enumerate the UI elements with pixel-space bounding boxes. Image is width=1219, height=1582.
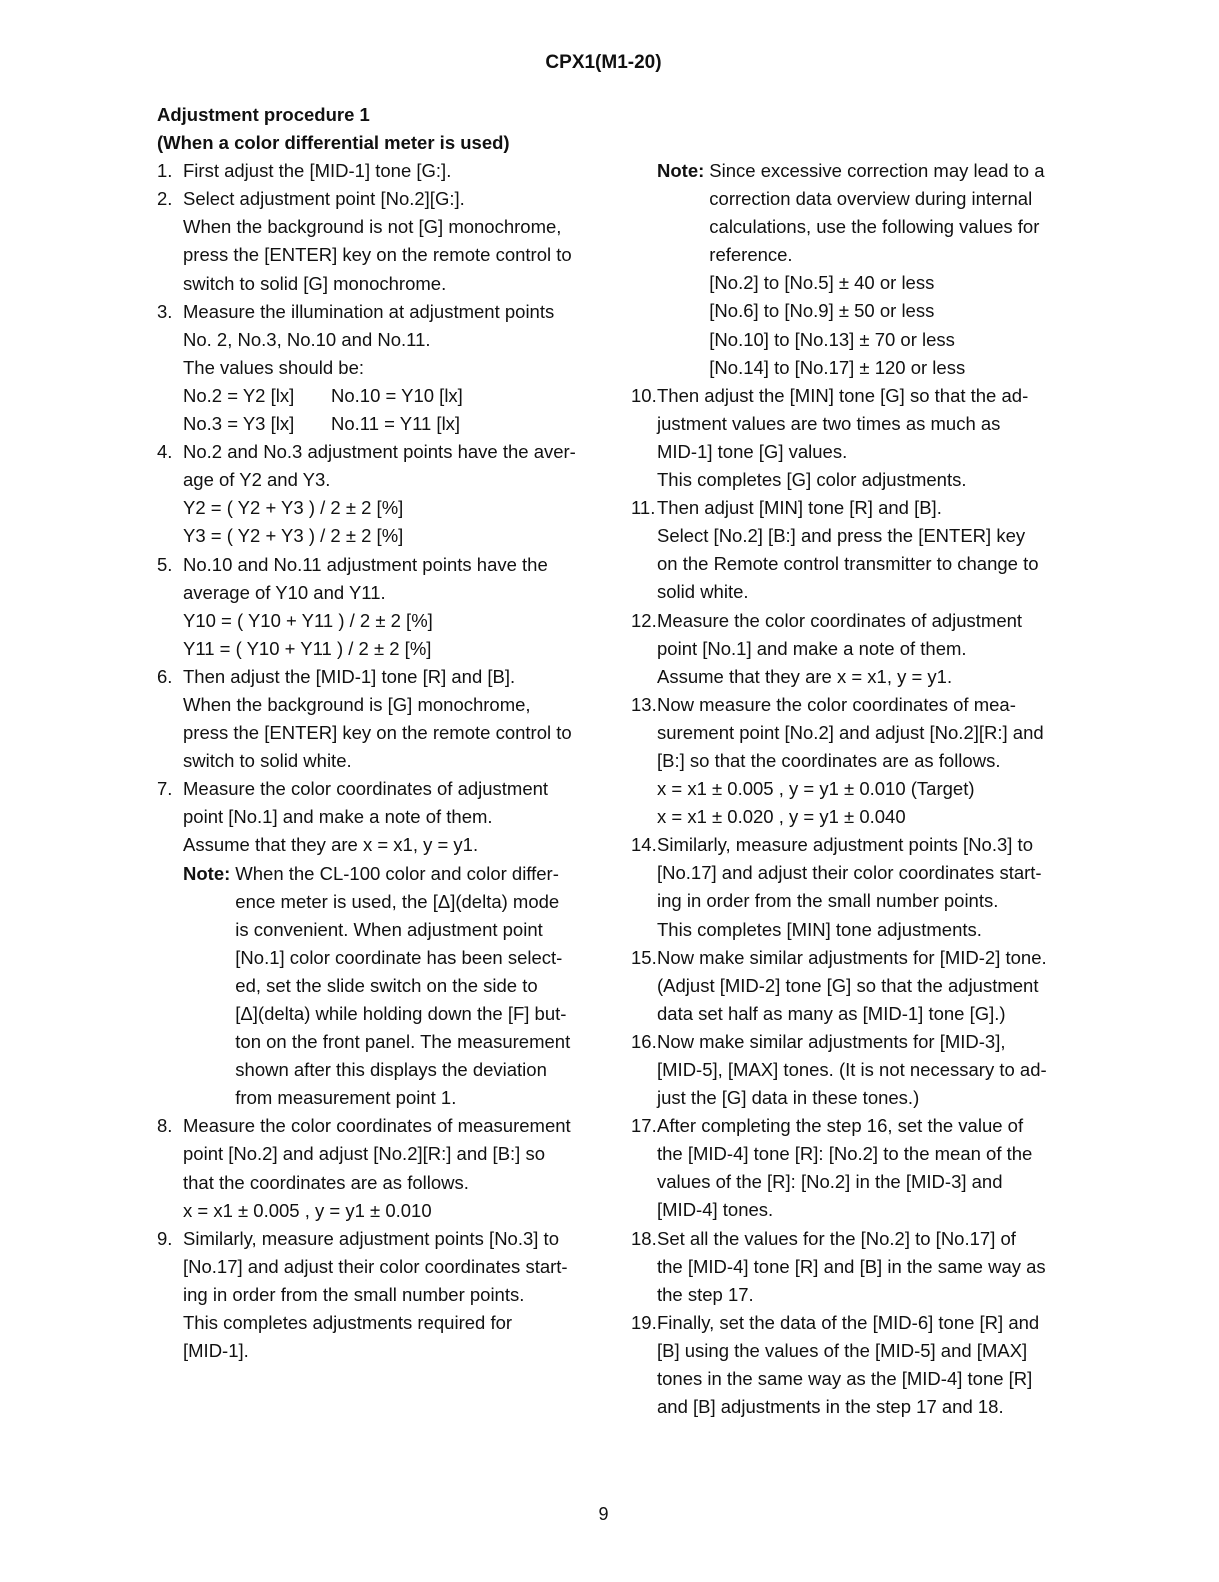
step-line: values of the [R]: [No.2] in the [MID-3] and — [657, 1171, 1003, 1193]
note-line: When the CL-100 color and color differ- — [235, 862, 559, 884]
step-9 — [157, 1225, 597, 1365]
step-line: Select adjustment point [No.2][G:]. — [183, 188, 465, 210]
note-line: shown after this displays the deviation — [235, 1059, 547, 1081]
step-line: Similarly, measure adjustment points [No.3] to — [657, 834, 1033, 856]
step-line: average of Y10 and Y11. — [183, 581, 386, 603]
step-line: and [B] adjustments in the step 17 and 18. — [657, 1396, 1004, 1418]
step-line: [MID-1]. — [183, 1340, 249, 1362]
value-pair — [183, 382, 597, 410]
right-column — [631, 157, 1061, 1421]
value-pair — [183, 410, 597, 438]
step-line: point [No.1] and make a note of them. — [183, 806, 493, 828]
step-18 — [631, 1225, 1061, 1309]
step-number: 14. — [631, 834, 657, 856]
value-right: No.11 = Y11 [lx] — [331, 413, 461, 435]
step-line: When the background is [G] monochrome, — [183, 693, 531, 715]
step-line: justment values are two times as much as — [657, 412, 1001, 434]
step-line: solid white. — [657, 581, 749, 603]
step-line: surement point [No.2] and adjust [No.2][R:] and — [657, 721, 1044, 743]
step-line: This completes adjustments required for — [183, 1312, 513, 1334]
step-number: 4. — [157, 441, 173, 463]
step-line: Select [No.2] [B:] and press the [ENTER] key — [657, 525, 1026, 547]
step-line: The values should be: — [183, 356, 365, 378]
note-line: correction data overview during internal — [709, 188, 1033, 210]
step-line: Y3 = ( Y2 + Y3 ) / 2 ± 2 [%] — [183, 525, 404, 547]
step-number: 7. — [157, 778, 173, 800]
step-line: First adjust the [MID-1] tone [G:]. — [183, 160, 452, 182]
note-line: ton on the front panel. The measurement — [235, 1031, 571, 1053]
step-number: 15. — [631, 946, 657, 968]
step-number: 2. — [157, 188, 173, 210]
step-line: Measure the color coordinates of measurement — [183, 1115, 571, 1137]
value-left: No.2 = Y2 [lx] — [183, 384, 295, 406]
step-line: Then adjust [MIN] tone [R] and [B]. — [657, 497, 942, 519]
step-number: 17. — [631, 1115, 657, 1137]
value-left: No.3 = Y3 [lx] — [183, 413, 295, 435]
note-line: [Δ](delta) while holding down the [F] but- — [235, 1003, 567, 1024]
step-19 — [631, 1309, 1061, 1421]
step-15 — [631, 944, 1061, 1028]
step-line: x = x1 ± 0.005 , y = y1 ± 0.010 (Target) — [657, 778, 975, 800]
step-line: point [No.2] and adjust [No.2][R:] and [B:] so — [183, 1143, 545, 1165]
step-4 — [157, 438, 597, 550]
step-line: [B:] so that the coordinates are as follows. — [657, 749, 1001, 771]
step-line: that the coordinates are as follows. — [183, 1171, 469, 1193]
page-title: CPX1(M1-20) — [545, 52, 662, 73]
step-line: [B] using the values of the [MID-5] and [MAX] — [657, 1339, 1028, 1361]
step-number: 12. — [631, 609, 657, 631]
reference-note — [631, 157, 1061, 382]
step-line: on the Remote control transmitter to change to — [657, 553, 1039, 575]
step-number: 8. — [157, 1115, 173, 1137]
note-line: is convenient. When adjustment point — [235, 918, 543, 940]
value-right: No.10 = Y10 [lx] — [331, 384, 463, 406]
step-line: x = x1 ± 0.020 , y = y1 ± 0.040 — [657, 806, 906, 828]
note-label: Note: — [183, 862, 231, 884]
step-line: the [MID-4] tone [R]: [No.2] to the mean of the — [657, 1143, 1033, 1165]
step-line: [MID-5], [MAX] tones. (It is not necessary to ad- — [657, 1059, 1047, 1080]
left-column — [157, 101, 597, 1365]
section-subheading: (When a color differential meter is used) — [157, 132, 510, 154]
step-14 — [631, 831, 1061, 943]
step-line: the [MID-4] tone [R] and [B] in the same way as — [657, 1255, 1046, 1277]
step-17 — [631, 1112, 1061, 1224]
step-line: No.10 and No.11 adjustment points have the — [183, 553, 548, 575]
step-line: Y11 = ( Y10 + Y11 ) / 2 ± 2 [%] — [183, 637, 432, 659]
step-number: 10. — [631, 384, 657, 406]
step-line: This completes [G] color adjustments. — [657, 469, 967, 491]
step-line: Measure the illumination at adjustment points — [183, 300, 555, 322]
step-line: Y10 = ( Y10 + Y11 ) / 2 ± 2 [%] — [183, 609, 433, 631]
step-line: switch to solid [G] monochrome. — [183, 272, 447, 294]
step-line: Assume that they are x = x1, y = y1. — [183, 834, 479, 856]
step-13 — [631, 691, 1061, 831]
step-3 — [157, 298, 597, 438]
step-6 — [157, 663, 597, 775]
step-number: 13. — [631, 693, 657, 715]
step-line: MID-1] tone [G] values. — [657, 440, 848, 462]
step-number: 18. — [631, 1227, 657, 1249]
section-heading: Adjustment procedure 1 — [157, 104, 370, 125]
step-line: press the [ENTER] key on the remote control to — [183, 722, 572, 744]
step-7 — [157, 775, 597, 1112]
step-line: [MID-4] tones. — [657, 1199, 774, 1221]
step-line: No. 2, No.3, No.10 and No.11. — [183, 328, 431, 350]
step-8 — [157, 1112, 597, 1224]
note — [657, 157, 1061, 382]
step-5 — [157, 551, 597, 663]
step-10 — [631, 382, 1061, 494]
step-line: x = x1 ± 0.005 , y = y1 ± 0.010 — [183, 1199, 432, 1221]
step-line: Then adjust the [MIN] tone [G] so that the ad- — [657, 384, 1029, 406]
step-line: just the [G] data in these tones.) — [657, 1087, 920, 1109]
step-line: Similarly, measure adjustment points [No.3] to — [183, 1227, 559, 1249]
note-line: [No.14] to [No.17] ± 120 or less — [709, 356, 966, 378]
step-line: point [No.1] and make a note of them. — [657, 637, 967, 659]
step-line: [No.17] and adjust their color coordinates start- — [657, 862, 1042, 884]
step-line: ing in order from the small number points. — [657, 890, 999, 912]
step-line: (Adjust [MID-2] tone [G] so that the adjustment — [657, 974, 1039, 996]
step-number: 3. — [157, 300, 173, 322]
step-line: tones in the same way as the [MID-4] tone [R] — [657, 1368, 1033, 1390]
step-11 — [631, 494, 1061, 606]
step-line: After completing the step 16, set the value of — [657, 1115, 1024, 1137]
step-line: No.2 and No.3 adjustment points have the aver- — [183, 441, 576, 463]
step-16 — [631, 1028, 1061, 1112]
step-line: Set all the values for the [No.2] to [No.17] of — [657, 1227, 1016, 1249]
step-line: Measure the color coordinates of adjustment — [183, 778, 549, 800]
step-line: When the background is not [G] monochrome, — [183, 216, 562, 238]
step-1 — [157, 157, 597, 185]
step-line: Finally, set the data of the [MID-6] tone [R] and — [657, 1311, 1040, 1333]
step-12 — [631, 607, 1061, 691]
note-line: reference. — [709, 244, 793, 266]
note-line: ence meter is used, the [Δ](delta) mode — [235, 890, 560, 912]
note-line: [No.1] color coordinate has been select- — [235, 946, 563, 968]
step-number: 1. — [157, 160, 173, 182]
step-line: Now measure the color coordinates of mea- — [657, 693, 1016, 715]
note-line: [No.10] to [No.13] ± 70 or less — [709, 328, 955, 350]
step-line: Assume that they are x = x1, y = y1. — [657, 665, 953, 687]
step-number: 6. — [157, 665, 173, 687]
step-line: Then adjust the [MID-1] tone [R] and [B]. — [183, 665, 516, 687]
note-label: Note: — [657, 160, 705, 181]
step-number: 9. — [157, 1227, 173, 1249]
step-line: Measure the color coordinates of adjustment — [657, 609, 1023, 631]
step-line: Now make similar adjustments for [MID-3], — [657, 1030, 1006, 1052]
page-number: 9 — [598, 1504, 609, 1524]
step-number: 19. — [631, 1311, 657, 1333]
step-line: Y2 = ( Y2 + Y3 ) / 2 ± 2 [%] — [183, 497, 404, 519]
step-line: This completes [MIN] tone adjustments. — [657, 918, 982, 940]
step-line: switch to solid white. — [183, 750, 352, 772]
step-line: age of Y2 and Y3. — [183, 469, 331, 491]
note-line: calculations, use the following values for — [709, 216, 1040, 238]
note-line: ed, set the slide switch on the side to — [235, 974, 538, 996]
note-line: from measurement point 1. — [235, 1087, 457, 1109]
note-line: [No.6] to [No.9] ± 50 or less — [709, 300, 935, 322]
step-line: Now make similar adjustments for [MID-2] tone. — [657, 946, 1047, 968]
step-number: 16. — [631, 1030, 657, 1052]
step-line: [No.17] and adjust their color coordinates start- — [183, 1255, 568, 1277]
step-2 — [157, 185, 597, 297]
note — [183, 860, 597, 1113]
step-number: 5. — [157, 553, 173, 575]
step-line: data set half as many as [MID-1] tone [G].) — [657, 1002, 1006, 1024]
step-line: the step 17. — [657, 1283, 754, 1305]
note-line: [No.2] to [No.5] ± 40 or less — [709, 272, 935, 294]
step-line: press the [ENTER] key on the remote control to — [183, 244, 572, 266]
note-line: Since excessive correction may lead to a — [709, 160, 1045, 181]
step-number: 11. — [631, 497, 656, 519]
step-line: ing in order from the small number points. — [183, 1283, 525, 1305]
